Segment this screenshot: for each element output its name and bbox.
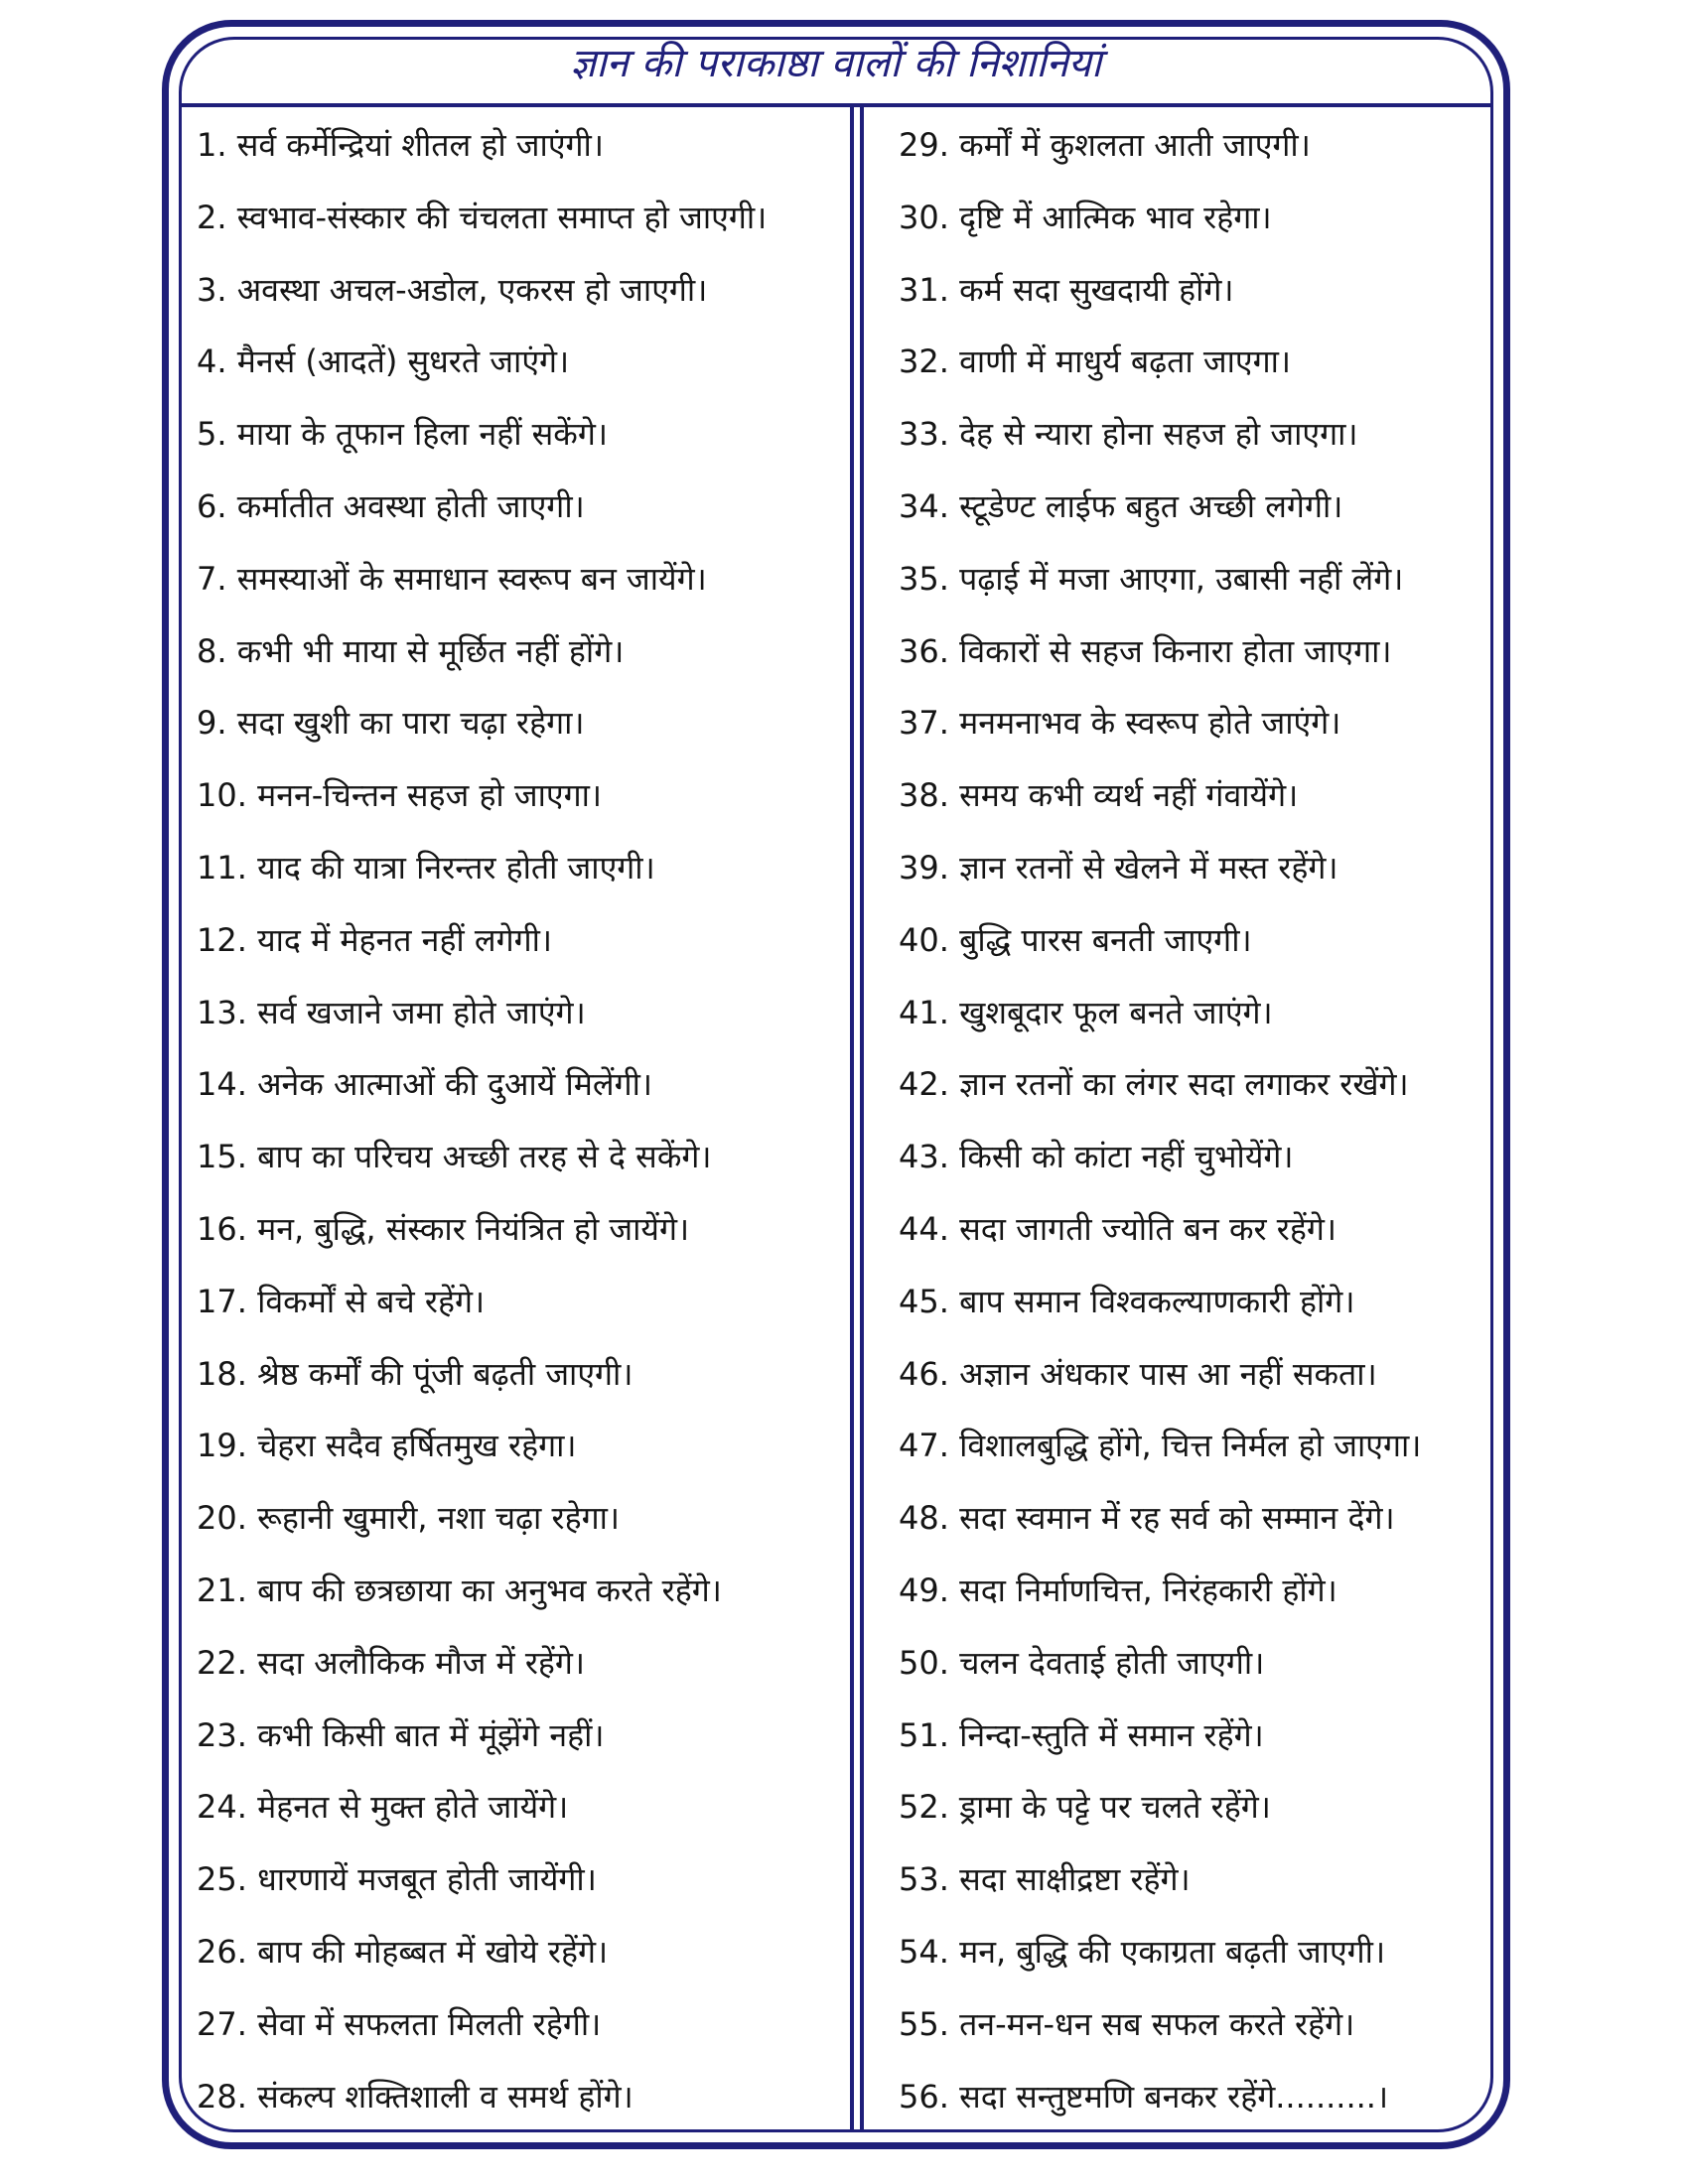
list-item: 18. श्रेष्ठ कर्मों की पूंजी बढ़ती जाएगी। [197, 1354, 633, 1393]
list-item: 51. निन्दा-स्तुति में समान रहेंगे। [899, 1715, 1264, 1754]
list-item: 39. ज्ञान रतनों से खेलने में मस्त रहेंगे। [899, 848, 1338, 887]
list-item: 37. मनमनाभव के स्वरूप होते जाएंगे। [899, 704, 1341, 743]
list-item: 52. ड्रामा के पट्टे पर चलते रहेंगे। [899, 1788, 1271, 1827]
list-item: 9. सदा खुशी का पारा चढ़ा रहेगा। [197, 704, 585, 743]
list-item: 6. कर्मातीत अवस्था होती जाएगी। [197, 486, 585, 525]
list-item: 3. अवस्था अचल-अडोल, एकरस हो जाएगी। [197, 270, 708, 309]
list-item: 38. समय कभी व्यर्थ नहीं गंवायेंगे। [899, 776, 1299, 815]
list-item: 2. स्वभाव-संस्कार की चंचलता समाप्त हो जाएगी। [197, 198, 768, 236]
list-item: 4. मैनर्स (आदतें) सुधरते जाएंगे। [197, 342, 570, 381]
column-divider-left-line [850, 107, 854, 2132]
list-item: 44. सदा जागती ज्योति बन कर रहेंगे। [899, 1209, 1337, 1248]
list-item: 50. चलन देवताई होती जाएगी। [899, 1643, 1265, 1682]
list-item: 35. पढ़ाई में मजा आएगा, उबासी नहीं लेंगे। [899, 559, 1404, 598]
list-item: 21. बाप की छत्रछाया का अनुभव करते रहेंगे। [197, 1570, 722, 1609]
list-item: 29. कर्मों में कुशलता आती जाएगी। [899, 126, 1311, 164]
list-item: 45. बाप समान विश्वकल्याणकारी होंगे। [899, 1282, 1355, 1320]
list-item: 15. बाप का परिचय अच्छी तरह से दे सकेंगे। [197, 1138, 712, 1176]
list-item: 22. सदा अलौकिक मौज में रहेंगे। [197, 1643, 586, 1682]
list-item: 24. मेहनत से मुक्त होते जायेंगे। [197, 1788, 569, 1827]
list-item: 10. मनन-चिन्तन सहज हो जाएगा। [197, 776, 603, 815]
column-divider-right-line [860, 107, 864, 2132]
list-item: 26. बाप की मोहब्बत में खोये रहेंगे। [197, 1932, 609, 1971]
list-item: 34. स्टूडेण्ट लाईफ बहुत अच्छी लगेगी। [899, 486, 1343, 525]
list-item: 1. सर्व कर्मेन्द्रियां शीतल हो जाएंगी। [197, 126, 604, 164]
list-item: 49. सदा निर्माणचित्त, निरंहकारी होंगे। [899, 1570, 1337, 1609]
list-item: 23. कभी किसी बात में मूंझेंगे नहीं। [197, 1715, 605, 1754]
list-item: 55. तन-मन-धन सब सफल करते रहेंगे। [899, 2004, 1355, 2043]
title-divider [182, 103, 1490, 107]
list-item: 41. खुशबूदार फूल बनते जाएंगे। [899, 993, 1273, 1031]
list-item: 13. सर्व खजाने जमा होते जाएंगे। [197, 993, 586, 1031]
list-item: 19. चेहरा सदैव हर्षितमुख रहेगा। [197, 1427, 577, 1465]
list-item: 14. अनेक आत्माओं की दुआयें मिलेंगी। [197, 1065, 653, 1104]
list-item: 7. समस्याओं के समाधान स्वरूप बन जायेंगे। [197, 559, 707, 598]
list-item: 47. विशालबुद्धि होंगे, चित्त निर्मल हो जाएगा। [899, 1427, 1422, 1465]
list-item: 32. वाणी में माधुर्य बढ़ता जाएगा। [899, 342, 1292, 381]
list-item: 42. ज्ञान रतनों का लंगर सदा लगाकर रखेंगे। [899, 1065, 1409, 1104]
list-item: 31. कर्म सदा सुखदायी होंगे। [899, 270, 1234, 309]
list-item: 28. संकल्प शक्तिशाली व समर्थ होंगे। [197, 2077, 633, 2116]
right-column-list [899, 119, 1484, 2142]
left-column-list [197, 119, 842, 2142]
list-item: 43. किसी को कांटा नहीं चुभोयेंगे। [899, 1138, 1294, 1176]
list-item: 25. धारणायें मजबूत होती जायेंगी। [197, 1860, 597, 1899]
list-item: 27. सेवा में सफलता मिलती रहेगी। [197, 2004, 602, 2043]
list-item: 54. मन, बुद्धि की एकाग्रता बढ़ती जाएगी। [899, 1932, 1386, 1971]
list-item: 16. मन, बुद्धि, संस्कार नियंत्रित हो जायेंगे। [197, 1209, 690, 1248]
list-item: 40. बुद्धि पारस बनती जाएगी। [899, 920, 1252, 959]
list-item: 56. सदा सन्तुष्टमणि बनकर रहेंगे..........। [899, 2077, 1389, 2116]
list-item: 53. सदा साक्षीद्रष्टा रहेंगे। [899, 1860, 1191, 1899]
list-item: 11. याद की यात्रा निरन्तर होती जाएगी। [197, 848, 655, 887]
list-item: 8. कभी भी माया से मूर्छित नहीं होंगे। [197, 631, 625, 670]
page-title: ज्ञान की पराकाष्ठा वालों की निशानियां [570, 41, 1102, 86]
list-item: 20. रूहानी खुमारी, नशा चढ़ा रहेगा। [197, 1499, 621, 1538]
list-item: 48. सदा स्वमान में रह सर्व को सम्मान देंगे। [899, 1499, 1395, 1538]
list-item: 30. दृष्टि में आत्मिक भाव रहेगा। [899, 198, 1272, 236]
list-item: 33. देह से न्यारा होना सहज हो जाएगा। [899, 415, 1358, 454]
list-item: 36. विकारों से सहज किनारा होता जाएगा। [899, 631, 1392, 670]
list-item: 5. माया के तूफान हिला नहीं सकेंगे। [197, 415, 609, 454]
list-item: 17. विकर्मों से बचे रहेंगे। [197, 1282, 486, 1320]
list-item: 12. याद में मेहनत नहीं लगेगी। [197, 920, 553, 959]
list-item: 46. अज्ञान अंधकार पास आ नहीं सकता। [899, 1354, 1377, 1393]
